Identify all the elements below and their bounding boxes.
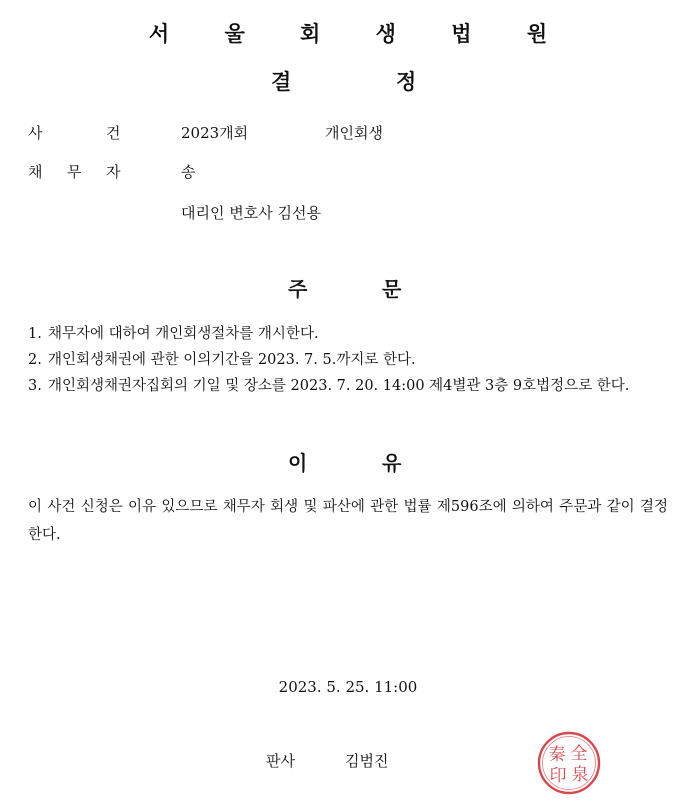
reason-text: 이 사건 신청은 이유 있으므로 채무자 회생 및 파산에 관한 법률 제596조에 의하여 주문과 같이 결정한다. bbox=[28, 499, 668, 543]
court-name: 서 울 회 생 법 원 bbox=[148, 22, 572, 46]
order-item-text: 개인회생채권에 관한 이의기간을 2023. 7. 5.까지로 한다. bbox=[48, 352, 416, 368]
debtor-label-char-3: 자 bbox=[106, 163, 121, 181]
order-item-number: 3. bbox=[28, 378, 42, 394]
order-heading bbox=[0, 273, 696, 303]
document-title-char-2: 정 bbox=[396, 70, 417, 94]
order-item bbox=[28, 321, 668, 347]
case-label-char-2: 건 bbox=[106, 124, 121, 142]
decision-date: 2023. 5. 25. 11:00 bbox=[278, 678, 418, 696]
order-list bbox=[28, 321, 668, 399]
document-title-char-1: 결 bbox=[271, 70, 292, 94]
order-item-text: 채무자에 대하여 개인회생절차를 개시한다. bbox=[48, 326, 319, 342]
judge-seal-icon bbox=[536, 730, 602, 796]
order-item bbox=[28, 347, 668, 373]
case-label-char-1: 사 bbox=[28, 124, 43, 142]
order-item-number: 1. bbox=[28, 326, 42, 342]
seal-char-2: 秦 bbox=[548, 745, 566, 765]
seal-char-4: 印 bbox=[549, 766, 567, 786]
order-heading-char-1: 주 bbox=[288, 277, 308, 301]
case-number: 2023개회 bbox=[181, 124, 249, 142]
reason-heading bbox=[0, 447, 696, 477]
seal-char-3: 泉 bbox=[571, 765, 589, 785]
judge-label: 판사 bbox=[266, 752, 295, 770]
order-item-text: 개인회생채권자집회의 기일 및 장소를 2023. 7. 20. 14:00 제4별관 3층 9호법정으로 한다. bbox=[48, 378, 630, 394]
reason-heading-char-2: 유 bbox=[382, 451, 402, 475]
reason-heading-char-1: 이 bbox=[288, 451, 308, 475]
document-title bbox=[0, 66, 696, 96]
attorney-line: 대리인 변호사 김선용 bbox=[181, 204, 321, 222]
case-name: 개인회생 bbox=[325, 124, 383, 142]
debtor-label-char-1: 채 bbox=[28, 163, 43, 181]
seal-char-1: 全 bbox=[570, 744, 588, 764]
judge-name: 김범진 bbox=[345, 752, 389, 770]
order-item bbox=[28, 373, 668, 399]
debtor-label-char-2: 무 bbox=[67, 163, 82, 181]
debtor-name: 송 bbox=[181, 163, 196, 181]
order-heading-char-2: 문 bbox=[382, 277, 402, 301]
order-item-number: 2. bbox=[28, 352, 42, 368]
